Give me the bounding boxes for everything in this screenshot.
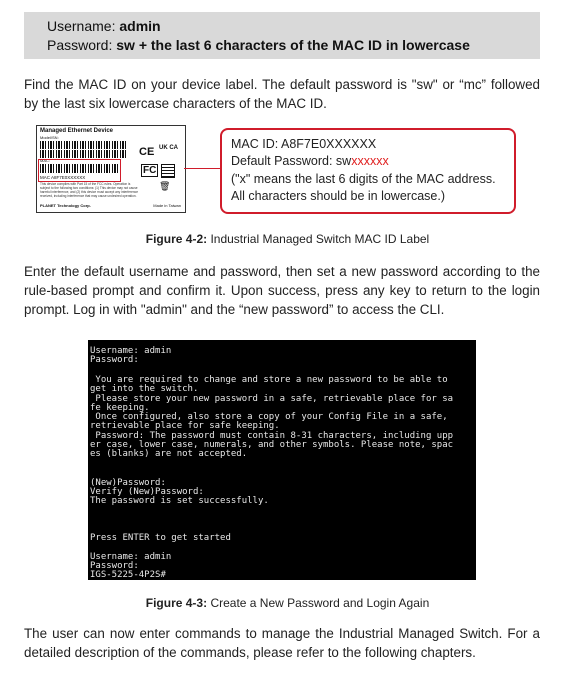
terminal-line: Password: <box>90 355 139 365</box>
figure-4-2-caption <box>0 232 575 246</box>
callout-password-prefix: Default Password: sw <box>231 154 352 168</box>
login-instructions-paragraph: Enter the default username and password, then set a new password according to the rule-based prompt and confirm it. Upon success, press any key to return to the login prompt. Log in with "admin" and the “new password” to access the CLI. <box>24 264 540 317</box>
device-label-image <box>36 125 186 213</box>
device-label-model: Model/SN: <box>40 135 59 140</box>
mac-barcode <box>40 164 118 173</box>
terminal-line: Username: admin <box>90 346 172 356</box>
terminal-line: Once configured, also store a copy of your Config File in a safe, <box>90 412 448 422</box>
callout-note-1: ("x" means the last 6 digits of the MAC address. <box>231 172 496 186</box>
device-label-title: Managed Ethernet Device <box>40 128 114 134</box>
barcode-1 <box>40 141 126 149</box>
terminal-line: Password: The password must contain 8-31 characters, including upp <box>90 431 454 441</box>
username-label: Username: <box>47 18 116 34</box>
terminal-line: Password: <box>90 561 139 571</box>
terminal-line: er case, lower case, numerals, and other symbols. Please note, spac <box>90 440 454 450</box>
credentials-box <box>24 12 540 59</box>
closing-paragraph: The user can now enter commands to manage the Industrial Managed Switch. For a detailed description of the commands, please refer to the following chapters. <box>24 626 540 660</box>
username-line <box>47 18 161 34</box>
terminal-line: Username: admin <box>90 552 172 562</box>
terminal-line: The password is set successfully. <box>90 496 269 506</box>
figure-4-3-label: Figure 4-3: <box>145 596 208 610</box>
terminal-line: es (blanks) are not accepted. <box>90 449 248 459</box>
terminal-line: You are required to change and store a new password to be able to <box>90 375 448 385</box>
password-line <box>47 37 470 53</box>
intro-paragraph: Find the MAC ID on your device label. The default password is "sw" or “mc” followed by the last six lowercase characters of the MAC ID. <box>24 77 540 111</box>
cli-terminal-screenshot <box>88 340 476 580</box>
terminal-prompt: IGS-5225-4P2S# <box>90 570 166 580</box>
device-label-mac-id: MAC A8F7E0XXXXXX <box>40 175 86 180</box>
terminal-line: retrievable place for safe keeping. <box>90 421 280 431</box>
ukca-mark-icon: UK CA <box>159 145 178 151</box>
password-label: Password: <box>47 37 113 53</box>
device-label-company: PLANET Technology Corp. <box>40 203 91 208</box>
ce-mark-icon: CE <box>139 146 155 158</box>
terminal-line: Verify (New)Password: <box>90 487 204 497</box>
username-value: admin <box>119 18 161 34</box>
barcode-2 <box>40 150 126 158</box>
figure-4-3-caption <box>0 596 575 610</box>
terminal-line: Please store your new password in a safe, retrievable place for sa <box>90 394 454 404</box>
callout-default-password <box>231 154 389 168</box>
callout-mac-id: MAC ID: A8F7E0XXXXXX <box>231 137 377 151</box>
callout-note-2: All characters should be in lowercase.) <box>231 189 445 203</box>
terminal-line: (New)Password: <box>90 478 166 488</box>
weee-bin-icon: 🗑 <box>159 181 171 191</box>
device-label-mac-label: MAC: <box>40 158 50 163</box>
password-value: sw + the last 6 characters of the MAC ID in lowercase <box>116 37 470 53</box>
fcc-mark-icon: FC <box>143 165 157 176</box>
terminal-line: fe keeping. <box>90 403 150 413</box>
figure-4-2-text: Industrial Managed Switch MAC ID Label <box>210 232 430 246</box>
figure-4-3-text: Create a New Password and Login Again <box>210 596 430 610</box>
callout-connector-line <box>184 168 220 169</box>
terminal-line: get into the switch. <box>90 384 199 394</box>
mac-id-callout <box>220 128 516 214</box>
callout-password-suffix: xxxxxx <box>351 154 389 168</box>
device-label-made-in: Made in Taiwan <box>153 203 181 208</box>
terminal-line: Press ENTER to get started <box>90 533 231 543</box>
compliance-grid-icon <box>161 164 175 178</box>
device-label-fine-print: This device complies with Part 15 of the FCC rules. Operation is subject to the following two conditions: (1) This device may not cause harmful interference, and (2) this device must accept any interference received, including interference that may cause undesired operation. <box>40 182 138 198</box>
figure-4-2-label: Figure 4-2: <box>145 232 208 246</box>
